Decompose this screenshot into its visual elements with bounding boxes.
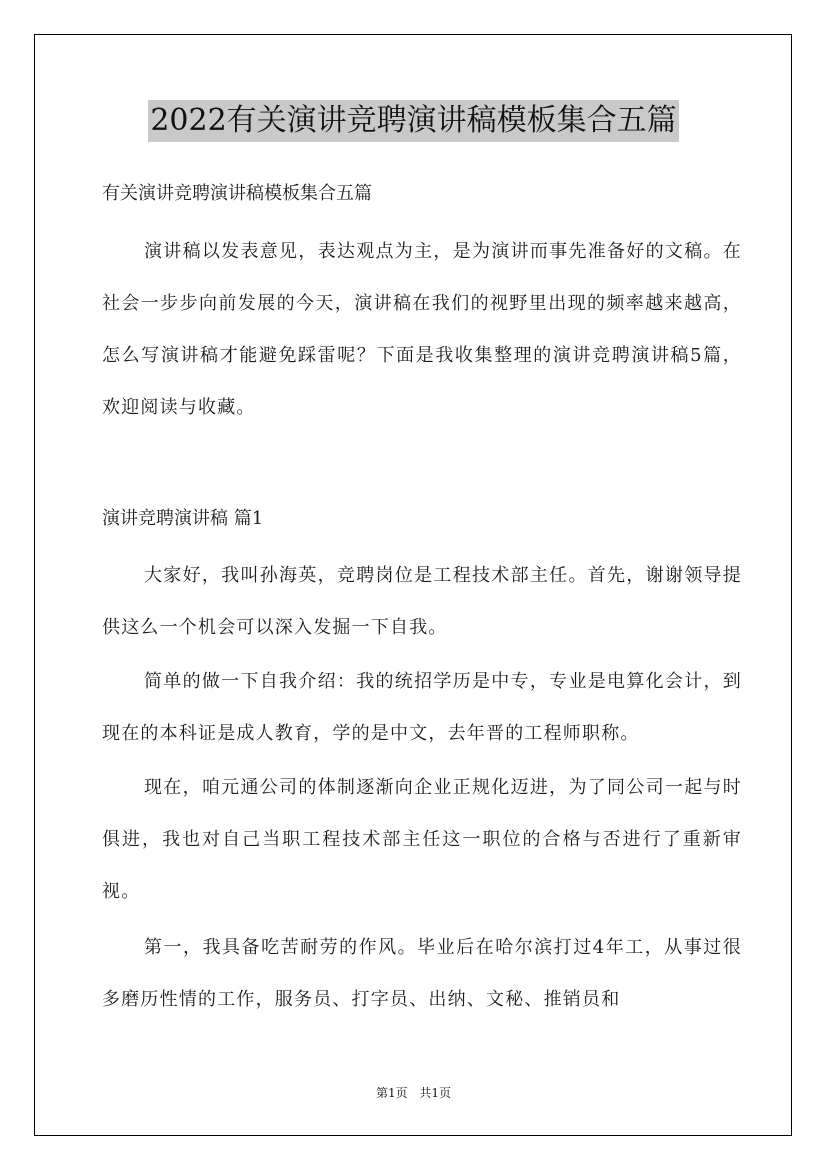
document-subtitle: 有关演讲竞聘演讲稿模板集合五篇	[102, 183, 372, 204]
page-footer	[0, 1085, 827, 1101]
body-paragraph: 现在，咱元通公司的体制逐渐向企业正规化迈进，为了同公司一起与时俱进，我也对自己当职工程技术部主任这一职位的合格与否进行了重新审视。	[102, 777, 742, 902]
body-paragraph: 简单的做一下自我介绍：我的统招学历是中专，专业是电算化会计，到现在的本科证是成人教育，学的是中文，去年晋的工程师职称。	[102, 671, 742, 744]
page-total: 共1页	[419, 1086, 452, 1100]
page-number: 第1页	[375, 1086, 408, 1100]
body-paragraph: 大家好，我叫孙海英，竞聘岗位是工程技术部主任。首先，谢谢领导提供这么一个机会可以深入发掘一下自我。	[102, 565, 742, 638]
section-heading: 演讲竞聘演讲稿 篇1	[102, 508, 264, 529]
document-title: 2022有关演讲竞聘演讲稿模板集合五篇	[148, 100, 678, 142]
body-paragraph: 第一，我具备吃苦耐劳的作风。毕业后在哈尔滨打过4年工，从事过很多磨历性情的工作，服务员、打字员、出纳、文秘、推销员和	[102, 937, 742, 1010]
title-container	[0, 100, 827, 142]
intro-paragraph: 演讲稿以发表意见，表达观点为主，是为演讲而事先准备好的文稿。在社会一步步向前发展的今天，演讲稿在我们的视野里出现的频率越来越高，怎么写演讲稿才能避免踩雷呢？下面是我收集整理的演讲竞聘演讲稿5篇，欢迎阅读与收藏。	[102, 241, 742, 418]
